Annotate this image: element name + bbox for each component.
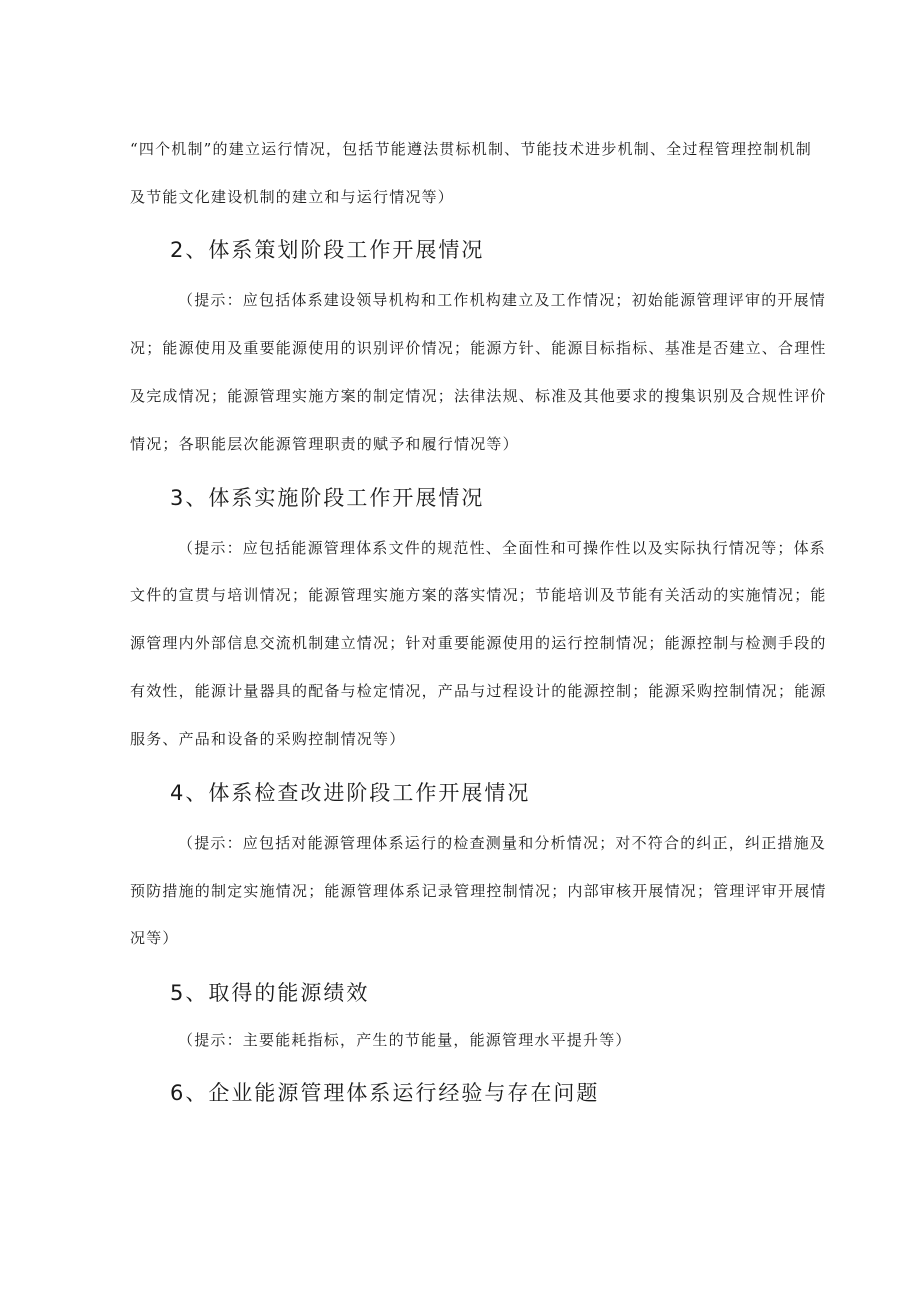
section-3-line-4: 有效性，能源计量器具的配备与检定情况，产品与过程设计的能源控制；能源采购控制情况；能源: [130, 682, 827, 700]
section-2-heading: 2、体系策划阶段工作开展情况: [170, 238, 485, 262]
section-3-line-3: 源管理内外部信息交流机制建立情况；针对重要能源使用的运行控制情况；能源控制与检测手段的: [130, 634, 827, 652]
section-2-line-1: （提示：应包括体系建设领导机构和工作机构建立及工作情况；初始能源管理评审的开展情: [178, 291, 827, 309]
section-6-heading: 6、企业能源管理体系运行经验与存在问题: [170, 1081, 600, 1105]
section-2-line-2: 况；能源使用及重要能源使用的识别评价情况；能源方针、能源目标指标、基准是否建立、合理性: [130, 339, 827, 357]
section-3-line-2: 文件的宣贯与培训情况；能源管理实施方案的落实情况；节能培训及节能有关活动的实施情况；能: [130, 586, 827, 604]
section-2-line-4: 情况；各职能层次能源管理职责的赋予和履行情况等）: [130, 435, 519, 453]
section-3-line-5: 服务、产品和设备的采购控制情况等）: [130, 730, 406, 748]
section-2-line-3: 及完成情况；能源管理实施方案的制定情况；法律法规、标准及其他要求的搜集识别及合规性评价: [130, 387, 827, 405]
section-3-heading: 3、体系实施阶段工作开展情况: [170, 486, 485, 510]
section-4-line-2: 预防措施的制定实施情况；能源管理体系记录管理控制情况；内部审核开展情况；管理评审开展情: [130, 882, 827, 900]
intro-line-1: “四个机制”的建立运行情况，包括节能遵法贯标机制、节能技术进步机制、全过程管理控制机制: [130, 140, 812, 158]
section-5-heading: 5、取得的能源绩效: [170, 981, 370, 1005]
intro-line-2: 及节能文化建设机制的建立和与运行情况等）: [130, 188, 455, 206]
section-5-line-1: （提示：主要能耗指标，产生的节能量，能源管理水平提升等）: [178, 1031, 632, 1049]
section-4-line-1: （提示：应包括对能源管理体系运行的检查测量和分析情况；对不符合的纠正，纠正措施及: [178, 834, 827, 852]
section-4-heading: 4、体系检查改进阶段工作开展情况: [170, 781, 531, 805]
section-3-line-1: （提示：应包括能源管理体系文件的规范性、全面性和可操作性以及实际执行情况等；体系: [178, 539, 827, 557]
section-4-line-3: 况等）: [130, 929, 179, 947]
